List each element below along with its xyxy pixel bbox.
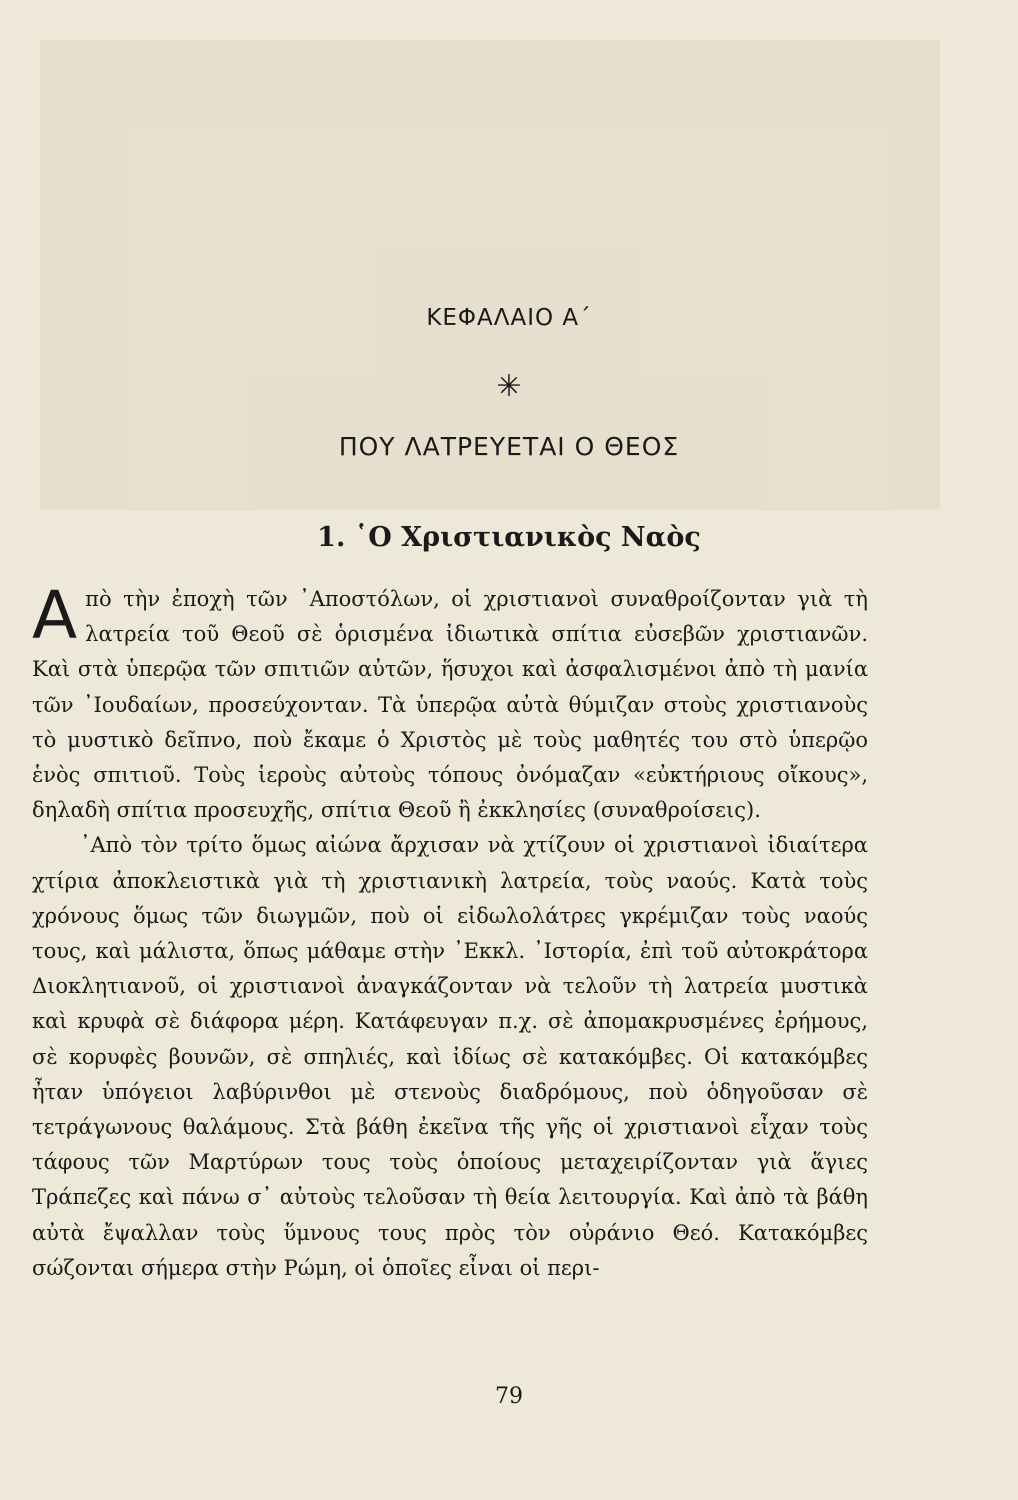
- paragraph-1: [32, 577, 868, 828]
- asterisk-ornament-icon: ✳: [496, 369, 522, 404]
- paragraph-2: ᾿Απὸ τὸν τρίτο ὅμως αἰώνα ἄρχισαν νὰ χτίζουν οἱ χριστιανοὶ ἰδιαίτερα χτίρια ἀποκλειστικὰ γιὰ τὴ χριστιανικὴ λατρεία, τοὺς ναούς. Κατὰ τοὺς χρόνους ὅμως τῶν διωγμῶν, ποὺ οἱ εἰδωλολάτρες γκρέμιζαν τοὺς ναούς τους, καὶ μάλιστα, ὅπως μάθαμε στὴν ᾿Εκκλ. ᾿Ιστορία, ἐπὶ τοῦ αὐτοκράτορα Διοκλητιανοῦ, οἱ χριστιανοὶ ἀναγκάζονταν νὰ τελοῦν τὴ λατρεία μυστικὰ καὶ κρυφὰ σὲ διάφορα μέρη. Κατάφευγαν π.χ. σὲ ἀπομακρυσμένες ἐρήμους, σὲ κορυφὲς βουνῶν, σὲ σπηλιές, καὶ ἰδίως σὲ κατακόμβες. Οἱ κατακόμβες ἦταν ὑπόγειοι λαβύρινθοι μὲ στενοὺς διαδρόμους, ποὺ ὁδηγοῦσαν σὲ τετράγωνους θαλάμους. Στὰ βάθη ἐκεῖνα τῆς γῆς οἱ χριστιανοὶ εἶχαν τοὺς τάφους τῶν Μαρτύρων τους τοὺς ὁποίους μεταχειρίζονταν γιὰ ἅγιες Τράπεζες καὶ πάνω σ᾿ αὐτοὺς τελοῦσαν τὴ θεία λειτουργία. Καὶ ἀπὸ τὰ βάθη αὐτὰ ἔψαλλαν τοὺς ὕμνους τους πρὸς τὸν οὐράνιο Θεό. Κατακόμβες σώζονται σήμερα στὴν Ρώμη, οἱ ὁποῖες εἶναι οἱ περι-: [32, 833, 868, 1280]
- body-text: [32, 577, 868, 1286]
- section-title: 1. ῾Ο Χριστιανικὸς Ναὸς: [317, 522, 701, 553]
- chapter-title: ΠΟΥ ΛΑΤΡΕΥΕΤΑΙ Ο ΘΕΟΣ: [338, 432, 680, 461]
- page-number: 79: [495, 1384, 523, 1409]
- drop-cap: Α: [32, 577, 78, 654]
- paragraph-1-text: πὸ τὴν ἐποχὴ τῶν ᾿Αποστόλων, οἱ χριστιανοὶ συναθροίζονταν γιὰ τὴ λατρεία τοῦ Θεοῦ σὲ ὁρισμένα ἰδιωτικὰ σπίτια εὐσεβῶν χριστιανῶν. Καὶ στὰ ὑπερῷα τῶν σπιτιῶν αὐτῶν, ἥσυχοι καὶ ἀσφαλισμένοι ἀπὸ τὴ μανία τῶν ᾿Ιουδαίων, προσεύχονταν. Τὰ ὑπερῷα αὐτὰ θύμιζαν στοὺς χριστιανοὺς τὸ μυστικὸ δεῖπνο, ποὺ ἔκαμε ὁ Χριστὸς μὲ τοὺς μαθητές του στὸ ὑπερῷο ἑνὸς σπιτιοῦ. Τοὺς ἱεροὺς αὐτοὺς τόπους ὀνόμαζαν «εὐκτήριους οἴκους», δηλαδὴ σπίτια προσευχῆς, σπίτια Θεοῦ ἢ ἐκκλησίες (συναθροίσεις).: [32, 587, 868, 823]
- chapter-heading: ΚΕΦΑΛΑΙΟ Α΄: [426, 305, 592, 331]
